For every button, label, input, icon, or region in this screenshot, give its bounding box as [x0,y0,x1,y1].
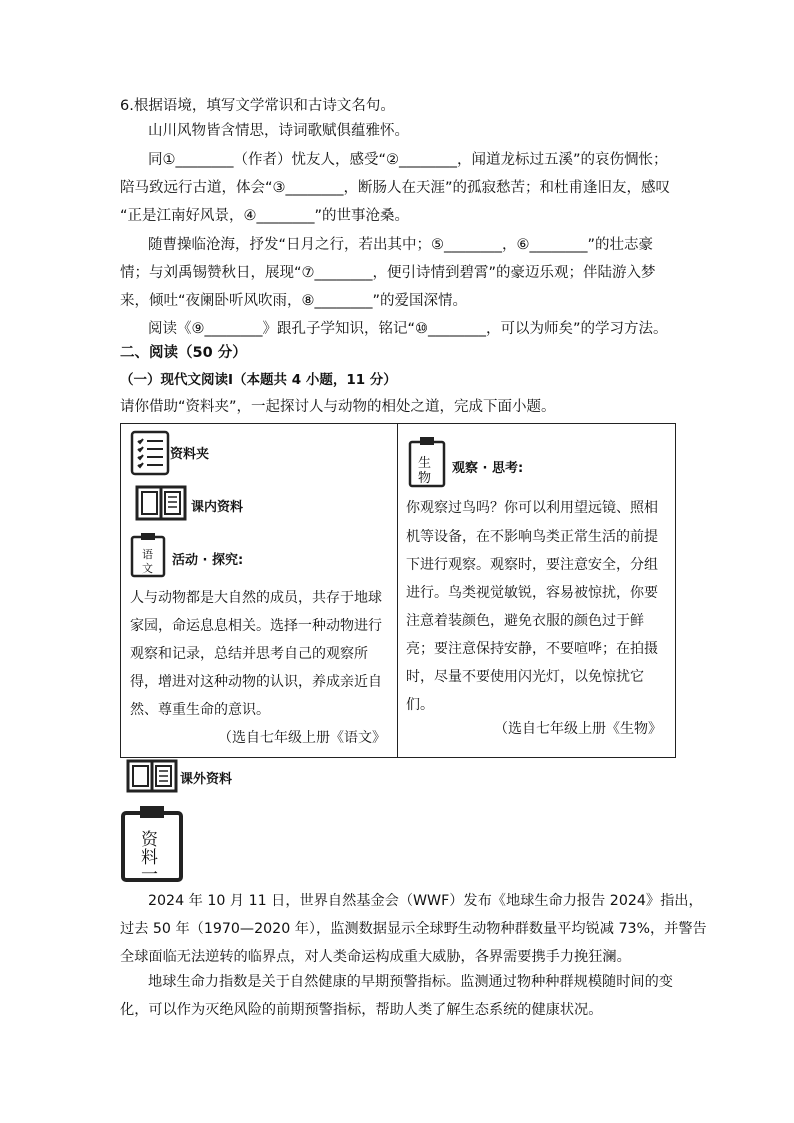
right-text-4: 进行。鸟类视觉敏锐，容易被惊扰，你要 [406,585,658,601]
left-text-1: 人与动物都是大自然的成员，共存于地球 [130,590,382,606]
left-text-2: 家园，命运息息相关。选择一种动物进行 [130,618,382,634]
q6-line-8: 阅读《⑨________》跟孔子学知识，铭记“⑩________，可以为师矣”的学习方法。 [148,321,668,337]
left-text-5: 然、尊重生命的意识。 [130,702,270,718]
material1-p1-line2: 过去 50 年（1970—2020 年），监测数据显示全球野生动物种群数量平均锐减 73%，并警告 [120,921,707,937]
q6-line-7: 来，倾吐“夜阑卧听风吹雨，⑧________”的爱国深情。 [120,293,468,309]
right-text-1: 你观察过鸟吗？你可以利用望远镜、照相 [406,500,658,516]
right-text-6: 亮；要注意保持安静，不要喧哗；在拍摄 [406,641,658,657]
right-text-5: 注意着装颜色，避免衣服的颜色过于鲜 [406,613,644,629]
q6-line-1: 山川风物皆含情思，诗词歌赋俱蕴雅怀。 [148,123,409,139]
folder-divider [397,423,398,757]
left-text-3: 观察和记录，总结并思考自己的观察所 [130,646,368,662]
out-class-label: 课外资料 [180,772,233,787]
material1-badge-2: 料 [141,848,158,868]
folder-title: 资料夹 [170,447,210,462]
material1-p1-line3: 全球面临无法逆转的临界点，对人类命运构成重大威胁，各界需要携手力挽狂澜。 [120,949,631,965]
subsection-heading: （一）现代文阅读Ⅰ（本题共 4 小题，11 分） [120,372,397,388]
material1-badge-1: 资 [141,830,158,850]
biology-badge-1: 生 [418,456,432,471]
right-text-7: 时，尽量不要使用闪光灯，以免惊扰它 [406,669,644,685]
in-class-label: 课内资料 [191,500,244,515]
right-text-3: 下进行观察。观察时，要注意安全，分组 [406,557,658,573]
material1-p1-line1: 2024 年 10 月 11 日，世界自然基金会（WWF）发布《地球生命力报告 2024》指出， [148,893,703,909]
checklist-icon [130,430,170,476]
material1-badge-3: 一 [141,865,158,885]
right-text-2: 机等设备，在不影响鸟类正常生活的前提 [406,529,658,545]
book-icon [135,484,187,522]
right-source: （选自七年级上册《生物》 [494,721,662,737]
q6-line-2: 同①________（作者）忧友人，感受“②________，闻道龙标过五溪”的哀伤惆怅； [148,152,668,168]
section-heading: 二、阅读（50 分） [120,345,247,361]
observe-label: 观察 · 思考: [452,461,524,476]
right-text-8: 们。 [406,697,434,713]
section-intro: 请你借助“资料夹”，一起探讨人与动物的相处之道，完成下面小题。 [120,399,556,415]
q6-line-6: 情；与刘禹锡赞秋日，展现“⑦________，便引诗情到碧霄”的豪迈乐观；伴陆游入梦 [120,265,656,281]
left-text-4: 得，增进对这种动物的认识，养成亲近自 [130,674,382,690]
book-icon-extra [126,758,178,794]
q6-line-4: “正是江南好风景，④________”的世事沧桑。 [120,208,410,224]
left-source: （选自七年级上册《语文》 [218,730,386,746]
question-6-title: 6.根据语境，填写文学常识和古诗文名句。 [120,98,395,114]
chinese-badge-2: 文 [142,562,153,575]
biology-badge-2: 物 [418,471,432,486]
activity-label: 活动 · 探究: [172,553,244,568]
material1-p2-line1: 地球生命力指数是关于自然健康的早期预警指标。监测通过物种种群规模随时间的变 [148,974,673,990]
material1-p2-line2: 化，可以作为灭绝风险的前期预警指标，帮助人类了解生态系统的健康状况。 [120,1002,603,1018]
chinese-badge-1: 语 [142,548,153,561]
q6-line-3: 陪马致远行古道，体会“③________，断肠人在天涯”的孤寂愁苦；和杜甫逢旧友，感叹 [120,180,671,196]
q6-line-5: 随曹操临沧海，抒发“日月之行，若出其中；⑤________，⑥________”的壮志豪 [148,237,654,253]
